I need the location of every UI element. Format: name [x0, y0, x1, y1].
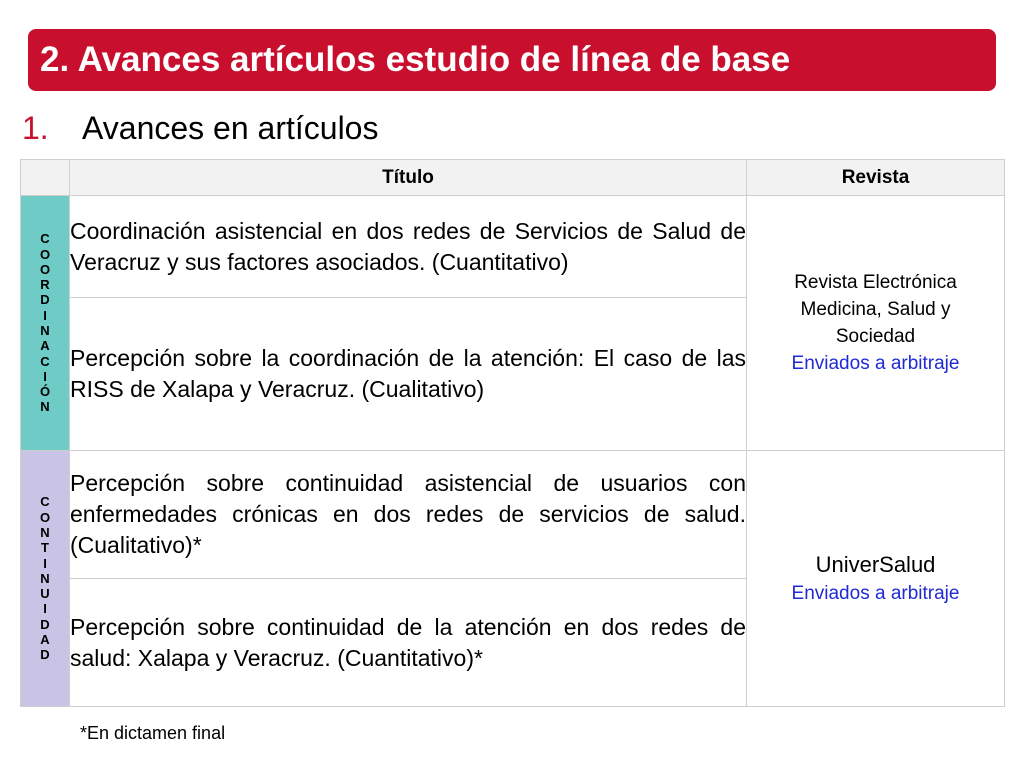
label-letter: C [40, 231, 50, 247]
label-letter: D [40, 292, 50, 308]
table-row [21, 196, 1005, 298]
article-title: Percepción sobre la coordinación de la atención: El caso de las RISS de Xalapa y Veracruz. (Cualitativo) [70, 298, 747, 451]
revista-name-line: Sociedad [835, 326, 916, 347]
header-row [21, 160, 1005, 196]
revista-name-line: Revista Electrónica [794, 272, 957, 293]
revista-cell [747, 196, 1005, 451]
label-letter: A [40, 632, 50, 648]
label-letter: D [40, 616, 50, 632]
articles-table [20, 159, 1005, 707]
status-text: Enviados a arbitraje [791, 353, 960, 374]
group-label-coordinacion [21, 196, 70, 451]
group-label-continuidad [21, 451, 70, 707]
label-letter: C [40, 353, 50, 369]
subtitle-number: 1. [22, 110, 49, 146]
label-letter: R [40, 277, 50, 293]
label-letter: O [39, 261, 51, 277]
label-letter: A [40, 338, 50, 354]
label-letter: N [40, 570, 50, 586]
label-letter: I [43, 307, 47, 323]
table-row [21, 451, 1005, 579]
slide-title: 2. Avances artículos estudio de línea de base [40, 40, 791, 79]
label-letter: U [40, 586, 50, 602]
subtitle-text: Avances en artículos [82, 110, 379, 146]
footnote: *En dictamen final [80, 723, 226, 743]
header-revista: Revista [747, 160, 1005, 196]
label-letter: N [40, 524, 50, 540]
label-letter: N [40, 399, 50, 415]
revista-name-line: Medicina, Salud y [800, 299, 951, 320]
revista-cell [747, 451, 1005, 707]
article-title: Coordinación asistencial en dos redes de Servicios de Salud de Veracruz y sus factores asociados. (Cuantitativo) [70, 196, 747, 298]
subtitle [22, 108, 378, 148]
label-letter: D [40, 647, 50, 663]
title-bar [28, 29, 996, 91]
label-letter: Ó [39, 384, 51, 400]
article-title: Percepción sobre continuidad de la atención en dos redes de salud: Xalapa y Veracruz. (Cuantitativo)* [70, 579, 747, 707]
status-text: Enviados a arbitraje [791, 583, 960, 604]
revista-name-line: UniverSalud [815, 552, 936, 577]
header-titulo: Título [70, 160, 747, 196]
header-blank [21, 160, 70, 196]
label-letter: O [39, 246, 51, 262]
label-letter: I [43, 601, 47, 617]
label-letter: T [41, 540, 49, 556]
label-letter: N [40, 323, 50, 338]
article-title: Percepción sobre continuidad asistencial de usuarios con enfermedades crónicas en dos redes de servicios de salud. (Cualitativo)* [70, 451, 747, 579]
label-letter: C [40, 494, 50, 510]
label-letter: O [39, 509, 51, 525]
label-letter: I [43, 555, 47, 571]
label-letter: I [43, 368, 47, 384]
